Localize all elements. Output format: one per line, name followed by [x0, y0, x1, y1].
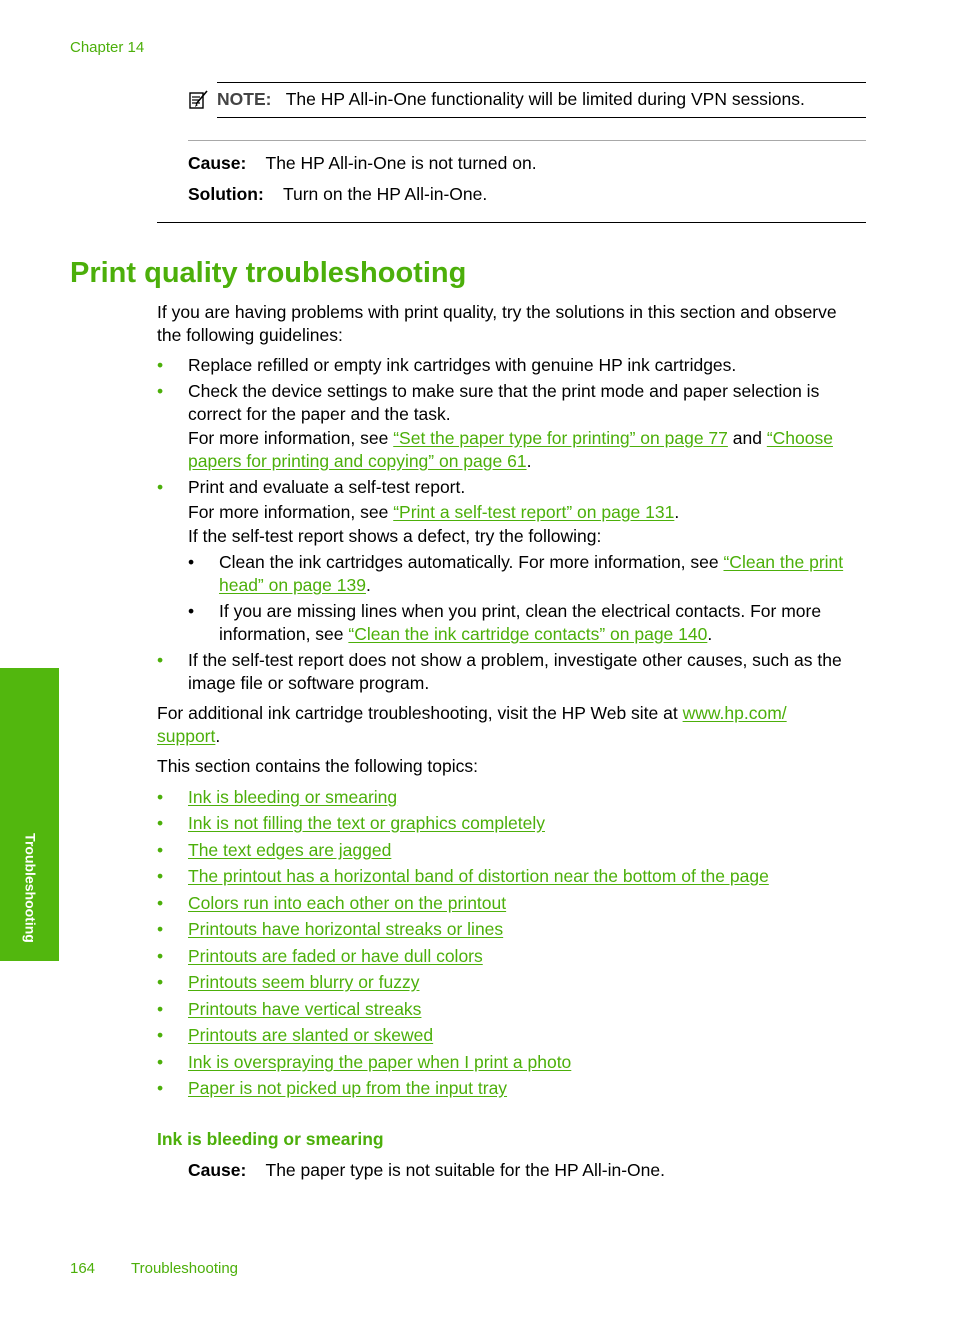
- link-hp-support[interactable]: www.hp.com/: [682, 703, 787, 723]
- topic-link-paper-not-picked[interactable]: Paper is not picked up from the input tray: [188, 1078, 508, 1098]
- guideline-4-line-2: image file or software program.: [188, 673, 430, 693]
- link-clean-print-head[interactable]: “Clean the print: [723, 552, 844, 572]
- web-site-text: For additional ink cartridge troubleshooting, visit the HP Web site at: [157, 703, 683, 723]
- guideline-4-line-1: If the self-test report does not show a problem, investigate other causes, such as the: [188, 650, 842, 670]
- link-choose-papers-cont[interactable]: papers for printing and copying” on page 61: [188, 451, 527, 471]
- solution-label: Solution:: [188, 184, 264, 204]
- web-site-line-cont: [157, 725, 220, 748]
- topic-link-jagged[interactable]: The text edges are jagged: [188, 840, 392, 860]
- cause-text: The HP All-in-One is not turned on.: [265, 153, 537, 173]
- topic-link-horizontal-band[interactable]: The printout has a horizontal band of distortion near the bottom of the page: [188, 866, 769, 886]
- period: .: [215, 726, 221, 746]
- bullet-marker: •: [157, 893, 164, 913]
- link-set-paper-type[interactable]: “Set the paper type for printing” on page 77: [393, 428, 728, 448]
- more-info-text: For more information, see: [188, 428, 394, 448]
- bullet-marker: •: [157, 946, 164, 966]
- bullet-marker: •: [157, 787, 164, 807]
- sub-guideline-2-text: information, see: [219, 624, 349, 644]
- topic-link-blurry[interactable]: Printouts seem blurry or fuzzy: [188, 972, 420, 992]
- note-line: [217, 88, 805, 111]
- footer-section: Troubleshooting: [131, 1260, 239, 1277]
- subsection-cause-line: [188, 1159, 665, 1182]
- guideline-3: Print and evaluate a self-test report.: [188, 477, 466, 497]
- link-clean-print-head-cont[interactable]: head” on page 139: [219, 575, 366, 595]
- bullet-marker: •: [157, 1025, 164, 1045]
- sub-guideline-2-line-1: If you are missing lines when you print, clean the electrical contacts. For more: [219, 601, 822, 621]
- bullet-marker: •: [157, 813, 164, 833]
- link-print-self-test[interactable]: “Print a self-test report” on page 131: [393, 502, 675, 522]
- sub-guideline-1-text: Clean the ink cartridges automatically. For more information, see: [219, 552, 724, 572]
- topic-link-overspraying[interactable]: Ink is overspraying the paper when I print a photo: [188, 1052, 572, 1072]
- period: .: [707, 624, 713, 644]
- bullet-marker: •: [157, 650, 164, 670]
- intro-line-1: If you are having problems with print quality, try the solutions in this section and observe: [157, 302, 837, 322]
- note-bottom-rule: [217, 117, 866, 118]
- bullet-marker: •: [157, 477, 164, 497]
- subsection-title: Ink is bleeding or smearing: [157, 1129, 384, 1149]
- topic-link-horizontal-streaks[interactable]: Printouts have horizontal streaks or lines: [188, 919, 504, 939]
- guideline-3-if: If the self-test report shows a defect, try the following:: [188, 526, 602, 546]
- sub-bullet-marker: •: [188, 552, 195, 572]
- topics-intro: This section contains the following topics:: [157, 756, 478, 776]
- solution-line: [188, 183, 487, 206]
- link-hp-support-cont[interactable]: support: [157, 726, 216, 746]
- period: .: [365, 575, 371, 595]
- intro-line-2: the following guidelines:: [157, 325, 343, 345]
- web-site-line: [157, 702, 787, 725]
- period: .: [526, 451, 532, 471]
- solution-text: Turn on the HP All-in-One.: [282, 184, 488, 204]
- bullet-marker: •: [157, 999, 164, 1019]
- guideline-2-more-info: [188, 427, 833, 450]
- cause-line: [188, 152, 537, 175]
- topic-link-not-filling[interactable]: Ink is not filling the text or graphics completely: [188, 813, 545, 833]
- topic-link-faded[interactable]: Printouts are faded or have dull colors: [188, 946, 483, 966]
- chapter-header: Chapter 14: [70, 39, 145, 56]
- bullet-marker: •: [157, 355, 164, 375]
- cause-text: The paper type is not suitable for the HP All-in-One.: [265, 1160, 665, 1180]
- section-rule: [157, 222, 866, 223]
- guideline-3-more-info: [188, 501, 679, 524]
- topic-link-vertical-streaks[interactable]: Printouts have vertical streaks: [188, 999, 422, 1019]
- divider-grey: [188, 140, 866, 141]
- note-text: The HP All-in-One functionality will be limited during VPN sessions.: [285, 89, 805, 109]
- section-title: Print quality troubleshooting: [70, 257, 467, 289]
- page-number: 164: [70, 1260, 96, 1277]
- note-icon: [188, 88, 210, 116]
- bullet-marker: •: [157, 972, 164, 992]
- topic-link-slanted[interactable]: Printouts are slanted or skewed: [188, 1025, 434, 1045]
- bullet-marker: •: [157, 1078, 164, 1098]
- side-tab-label: Troubleshooting: [22, 833, 39, 943]
- note-top-rule: [217, 82, 866, 83]
- note-label: NOTE:: [217, 89, 272, 109]
- period: .: [674, 502, 680, 522]
- guideline-2-line-2: correct for the paper and the task.: [188, 404, 451, 424]
- sub-guideline-2-line-2: [219, 623, 712, 646]
- and-text: and: [727, 428, 767, 448]
- bullet-marker: •: [157, 840, 164, 860]
- sub-bullet-marker: •: [188, 601, 195, 621]
- bullet-marker: •: [157, 1052, 164, 1072]
- link-choose-papers[interactable]: “Choose: [766, 428, 833, 448]
- guideline-2-more-info-cont: [188, 450, 531, 473]
- bullet-marker: •: [157, 919, 164, 939]
- link-clean-contacts[interactable]: “Clean the ink cartridge contacts” on page 140: [348, 624, 708, 644]
- cause-label: Cause:: [188, 1160, 247, 1180]
- more-info-text: For more information, see: [188, 502, 394, 522]
- bullet-marker: •: [157, 866, 164, 886]
- topic-link-colors-run[interactable]: Colors run into each other on the printout: [188, 893, 507, 913]
- cause-label: Cause:: [188, 153, 247, 173]
- guideline-2-line-1: Check the device settings to make sure that the print mode and paper selection is: [188, 381, 820, 401]
- sub-guideline-1-cont: [219, 574, 371, 597]
- sub-guideline-1: [219, 551, 843, 574]
- topic-link-bleeding[interactable]: Ink is bleeding or smearing: [188, 787, 398, 807]
- bullet-marker: •: [157, 381, 164, 401]
- guideline-1: Replace refilled or empty ink cartridges with genuine HP ink cartridges.: [188, 355, 737, 375]
